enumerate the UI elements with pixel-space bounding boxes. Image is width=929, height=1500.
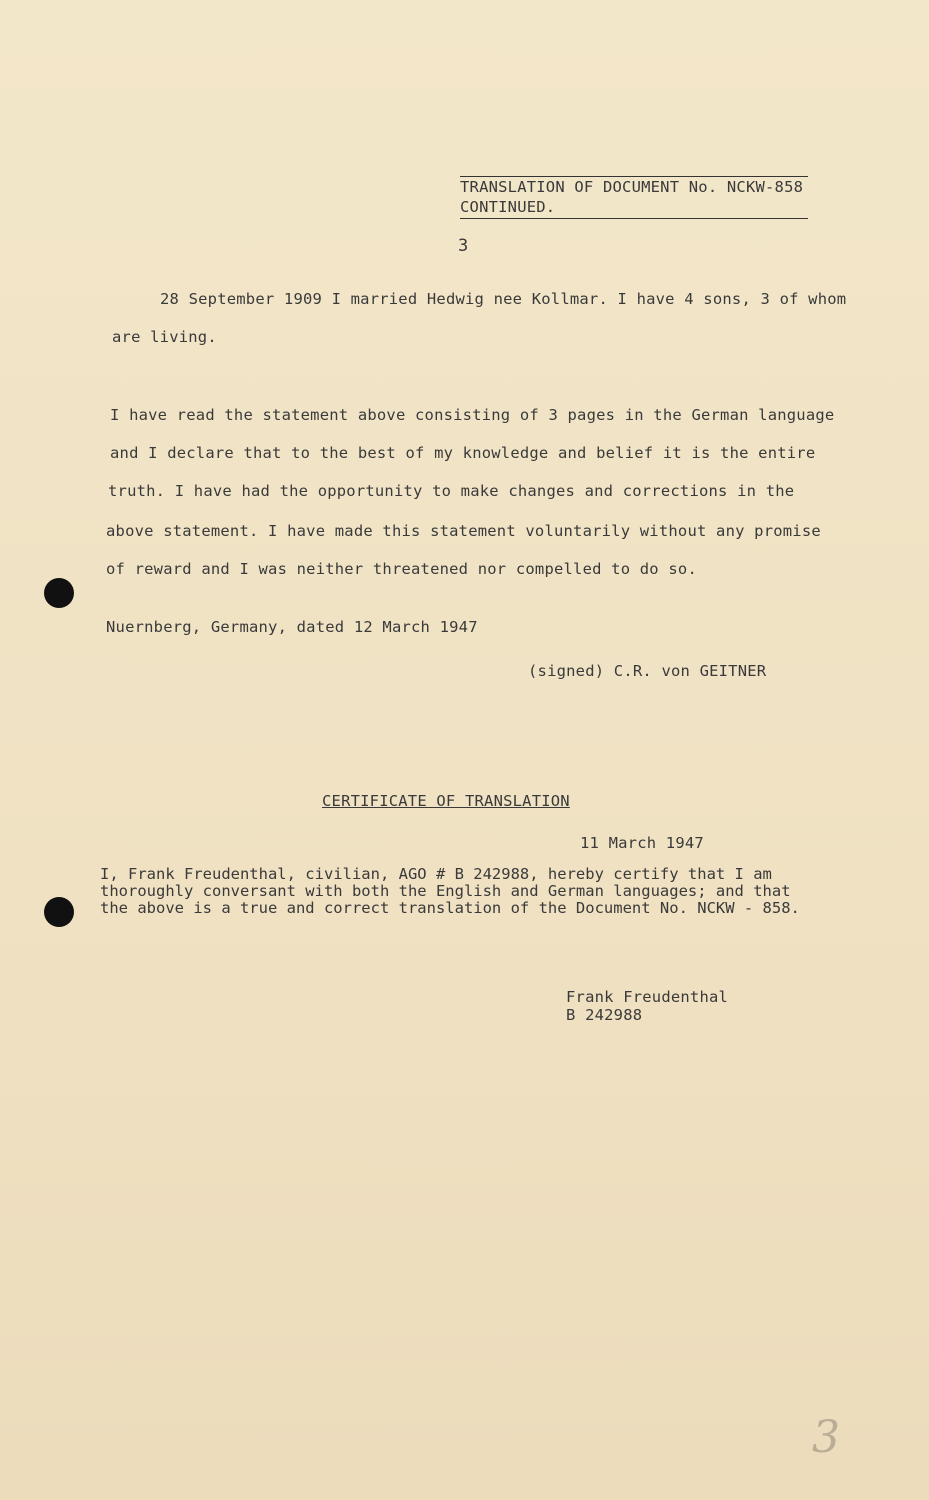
header-rule-top — [460, 176, 808, 177]
certificate-body — [100, 866, 820, 917]
statement-para2-line4: above statement. I have made this statement voluntarily without any promise — [106, 522, 821, 540]
header-line-2: CONTINUED. — [460, 198, 556, 216]
statement-para2-line3: truth. I have had the opportunity to make changes and corrections in the — [108, 482, 795, 500]
certificate-body-line3: the above is a true and correct translation of the Document No. NCKW - 858. — [100, 899, 800, 917]
page-number: 3 — [458, 236, 469, 256]
statement-signature: (signed) C.R. von GEITNER — [528, 662, 767, 680]
certificate-title: CERTIFICATE OF TRANSLATION — [322, 792, 570, 810]
corner-page-mark: 3 — [812, 1412, 840, 1463]
statement-place-date: Nuernberg, Germany, dated 12 March 1947 — [106, 618, 478, 636]
certificate-date: 11 March 1947 — [580, 834, 704, 852]
header-line-1: TRANSLATION OF DOCUMENT No. NCKW-858 — [460, 178, 804, 196]
certificate-body-line1: I, Frank Freudenthal, civilian, AGO # B 242988, hereby certify that I am — [100, 865, 772, 883]
statement-para2-line1: I have read the statement above consisting of 3 pages in the German language — [110, 406, 835, 424]
statement-para2-line2: and I declare that to the best of my knowledge and belief it is the entire — [110, 444, 816, 462]
certificate-signer-id: B 242988 — [566, 1006, 643, 1024]
header-rule-bottom — [460, 218, 808, 219]
punch-hole-upper — [44, 578, 74, 608]
statement-para1-line1: 28 September 1909 I married Hedwig nee Kollmar. I have 4 sons, 3 of whom — [160, 290, 847, 308]
statement-para2-line5: of reward and I was neither threatened nor compelled to do so. — [106, 560, 697, 578]
certificate-body-line2: thoroughly conversant with both the English and German languages; and that — [100, 882, 791, 900]
statement-para1-line2: are living. — [112, 328, 217, 346]
punch-hole-lower — [44, 897, 74, 927]
certificate-signer-name: Frank Freudenthal — [566, 988, 729, 1006]
